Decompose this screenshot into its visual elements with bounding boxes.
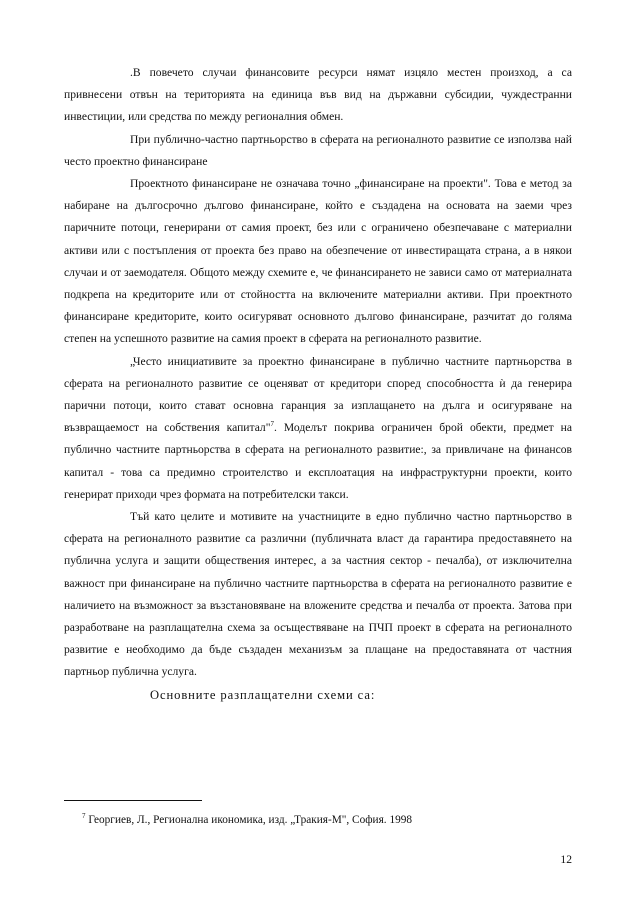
paragraph-quote — [64, 351, 572, 506]
section-subheading: Основните разплащателни схеми са: — [150, 687, 376, 702]
quote-continuation: . Моделът покрива ограничен брой обекти, предмет на публично частните партньорства в сферата на регионалното развитие:, за привличане на финансов капитал - това са предимно строителство и експлоатация на инфраструктурни проекти, които генерират приходи чрез формата на потребителски такси. — [64, 421, 573, 501]
paragraph-project-finance: Проектното финансиране не означава точно „финансиране на проекти". Това е метод за набиране на дългосрочно дългово финансиране, който е създадена на основата на заеми чрез паричните потоци, генерирани от самия проект, без или с ограничено обезпечаване с материални активи или с постъпления от проекта без право на обезпечение от инвестиращата страна, а в някои случаи и от заемодателя. Общото между схемите е, че финансирането не зависи само от материалната подкрепа на кредиторите или от стойността на включените материални активи. При проектното финансиране кредиторите, които осигуряват основното дългово финансиране, разчитат до голяма степен на успешното развитие на самия проект в сферата на регионалното развитие. — [64, 177, 572, 346]
paragraph-payment-mechanism: Тъй като целите и мотивите на участниците в едно публично частно партньорство в сферата на регионалното развитие са различни (публичната власт да гарантира предоставянето на публична услуга и защити обществения интерес, а за частния сектор - печалба), от изключителна важност при финансиране на публично частните партньорства в сферата на регионалното развитие е наличието на възможност за възстановяване на вложените средства и печалба от проекта. Затова при разработване на разплащателна схема за осъществяване на ПЧП проект в сферата на регионалното развитие е необходимо да бъде създаден механизъм за плащане на предоставяната от частния партньор публична услуга. — [64, 510, 572, 679]
page-number: 12 — [560, 853, 572, 866]
body-text — [64, 62, 572, 706]
footnote-text: Георгиев, Л., Регионална икономика, изд. „Тракия-М", София. 1998 — [88, 814, 413, 826]
paragraph-funding-sources: .В повечето случаи финансовите ресурси нямат изцяло местен произход, а са привнесени отвън на територията на единица във вид на държавни субсидии, чуждестранни инвестиции, или средства по между регионалния обмен. — [64, 66, 572, 124]
footnote-mark: 7 — [82, 812, 86, 821]
quote-text: „Често инициативите за проектно финансиране в публично частните партньорства в сферата на регионалното развитие се оценяват от кредитори според способността ѝ да генерира парични потоци, които стават основна гаранция за изплащането на дълга и осигуряване на възвращаемост на собствения капитал" — [64, 354, 572, 435]
footnote-reference[interactable]: 7 — [270, 420, 274, 429]
footnote-divider — [64, 800, 202, 801]
footnote — [82, 812, 572, 828]
paragraph-ppp-intro: При публично-частно партньорство в сферата на регионалното развитие се използва най често проектно финансиране — [64, 132, 572, 168]
